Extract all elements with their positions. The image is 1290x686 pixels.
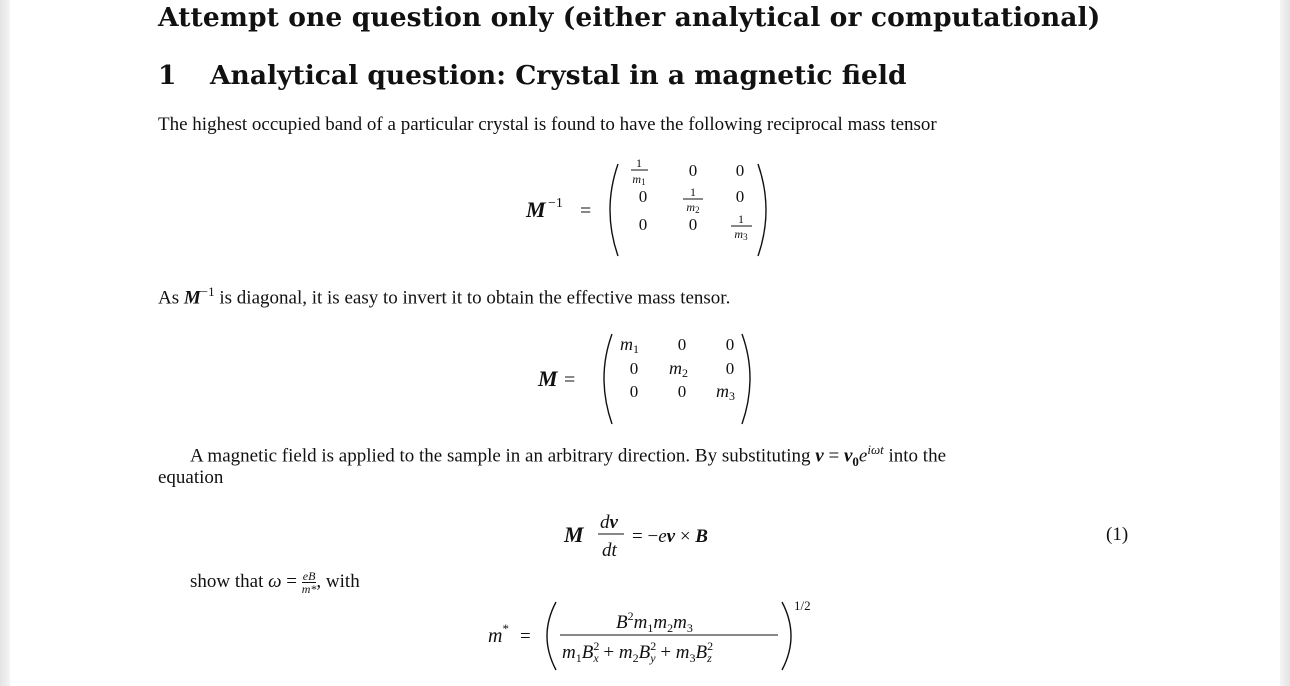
section-heading — [158, 60, 907, 91]
svg-text:m3: m3 — [734, 227, 748, 242]
paragraph-inversion: As $M^{-1}$ is diagonal, it is easy to invert it to obtain the effective mass tensor. — [158, 284, 731, 309]
svg-text:0: 0 — [688, 161, 698, 180]
svg-text:m*: m* — [488, 621, 509, 647]
right-paren — [758, 164, 766, 256]
equation-cyclotron-mass — [474, 590, 834, 674]
right-paren — [742, 334, 750, 424]
document-page — [10, 0, 1280, 686]
left-paren — [604, 334, 612, 424]
svg-text:0: 0 — [638, 187, 648, 206]
svg-text:0: 0 — [725, 335, 735, 354]
svg-text:B2m1m2m3: $B^2m_1m_2m_3$ — [616, 609, 693, 635]
svg-text:= −ev × B: = −ev × B — [632, 526, 708, 547]
equation-reciprocal-mass-tensor — [510, 150, 790, 268]
svg-text:0: 0 — [629, 359, 639, 378]
page-gutter-left — [0, 0, 10, 686]
svg-text:M: M — [564, 522, 584, 547]
svg-text:0: 0 — [735, 187, 745, 206]
matrix-symbol-M: M — [538, 366, 558, 391]
left-paren — [610, 164, 618, 256]
page-gutter-right — [1280, 0, 1290, 686]
svg-text:dt: dt — [602, 540, 617, 561]
svg-text:0: 0 — [688, 215, 698, 234]
svg-text:0: 0 — [638, 215, 648, 234]
svg-text:dv: dv — [600, 512, 618, 533]
svg-text:1: 1 — [636, 156, 642, 170]
svg-text:0: 0 — [735, 161, 745, 180]
svg-text:=: = — [564, 369, 576, 391]
svg-text:m2: m2 — [669, 358, 688, 380]
svg-text:m2: m2 — [686, 200, 700, 215]
equation-of-motion — [558, 508, 758, 564]
svg-text:m1: m1 — [632, 172, 646, 187]
svg-text:1/2: 1/2 — [794, 598, 811, 613]
section-number: 1 — [158, 60, 177, 91]
equation-number: (1) — [1106, 524, 1129, 545]
exam-instruction-heading: Attempt one question only (either analytical or computational) — [158, 2, 1101, 33]
paragraph-show-that: show that ω = $\frac{eB}{m*}$ , with — [190, 569, 360, 596]
svg-text:0: 0 — [725, 359, 735, 378]
paragraph-intro: The highest occupied band of a particular crystal is found to have the following reciprocal mass tensor — [158, 114, 937, 135]
svg-text:1: 1 — [690, 185, 696, 199]
paragraph-magnetic-field-line2: equation — [158, 467, 224, 488]
paragraph-magnetic-field-line1: A magnetic field is applied to the sample in an arbitrary direction. By substituting $v = v_0e^{i\omega t}$ into the — [190, 442, 947, 470]
section-title: Analytical question: Crystal in a magnetic field — [210, 60, 907, 91]
svg-text:=: = — [520, 626, 531, 647]
svg-text:m1B2x + m2B2y + m3B2z: $m_1B^2$ $x + m_2B^2$ $y + m_3B^2$ z — [562, 639, 714, 665]
svg-text:m1: m1 — [620, 334, 639, 356]
svg-text:0: 0 — [677, 382, 687, 401]
svg-text:0: 0 — [677, 335, 687, 354]
matrix-symbol-M: M — [526, 197, 546, 222]
svg-text:m3: m3 — [716, 381, 735, 403]
equation-effective-mass-tensor — [530, 326, 770, 432]
svg-text:1: 1 — [738, 212, 744, 226]
inverse-exponent: −1 — [548, 196, 563, 211]
equals-sign: = — [580, 200, 592, 222]
svg-text:0: 0 — [629, 382, 639, 401]
